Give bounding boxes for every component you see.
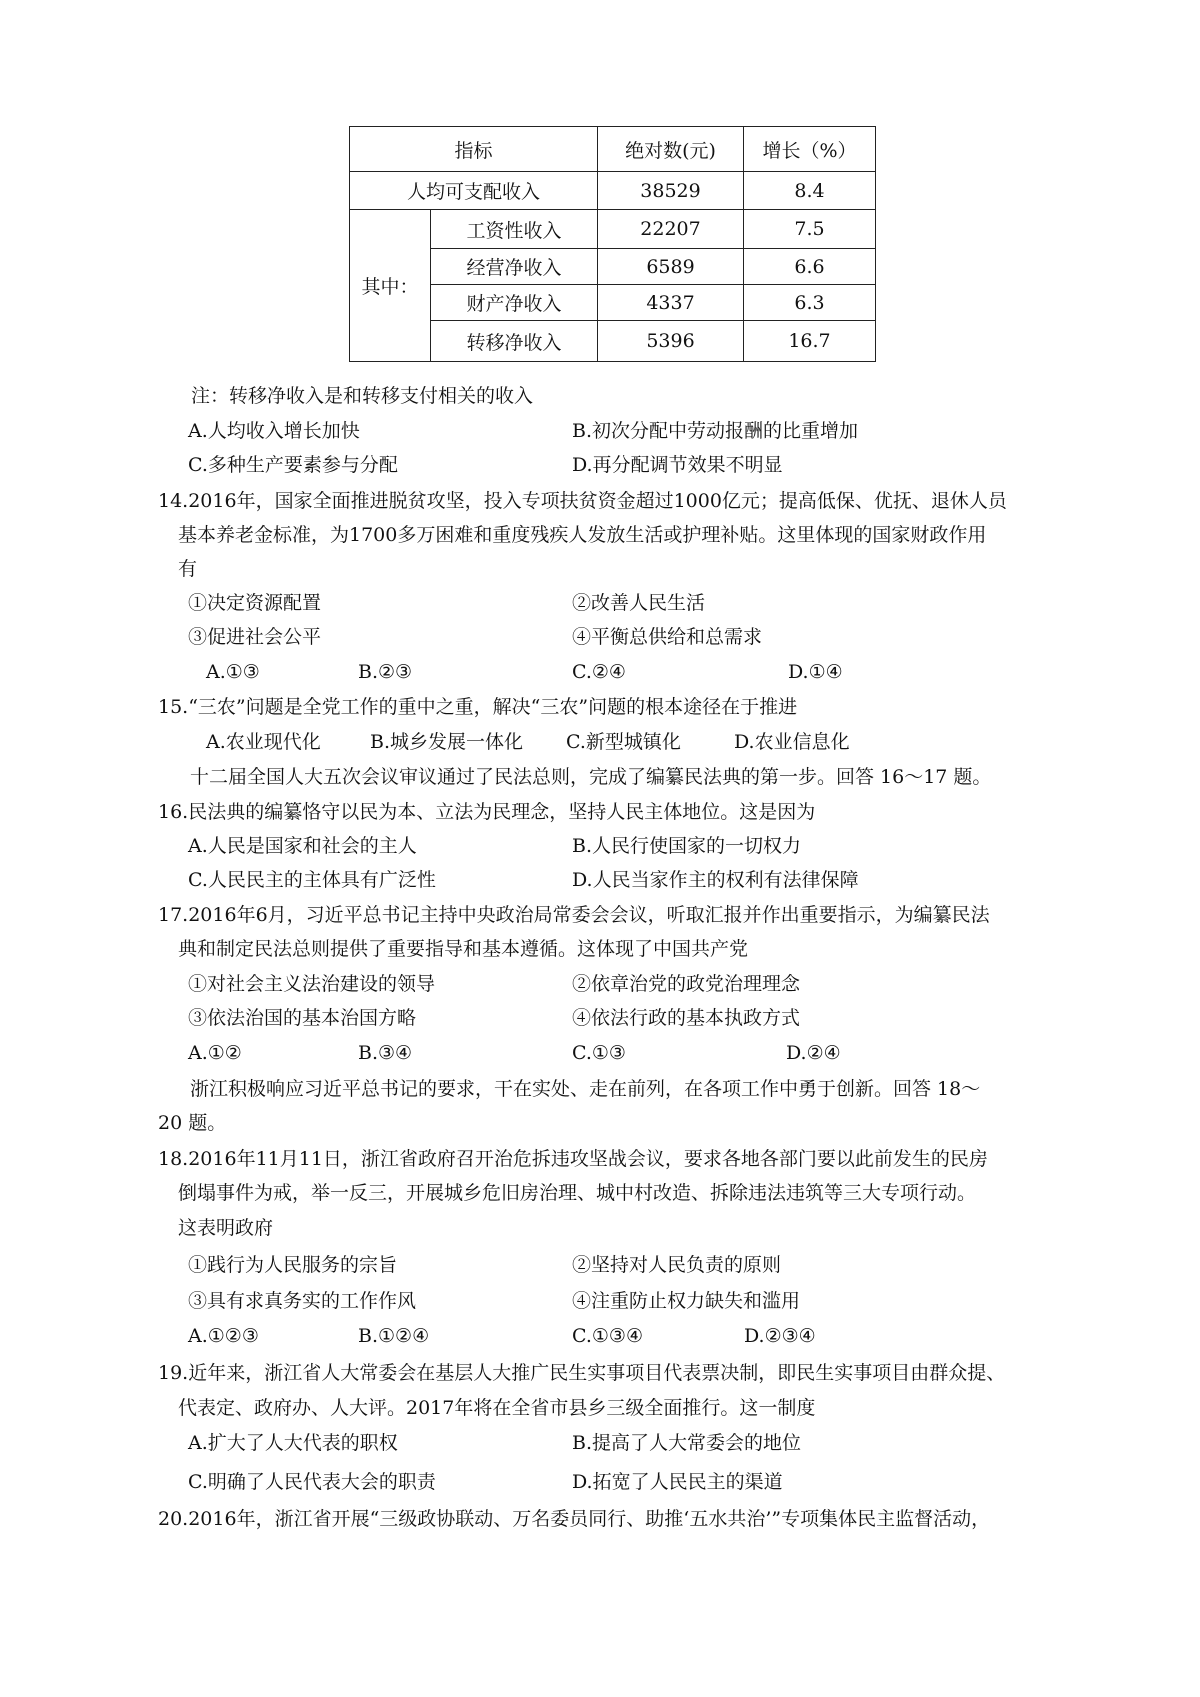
question-14-stem-cont: 有	[178, 558, 198, 580]
total-absolute: 38529	[598, 172, 744, 210]
option-a: A.①②	[188, 1042, 242, 1064]
header-absolute: 绝对数(元)	[598, 127, 744, 172]
table-row	[350, 210, 876, 249]
question-14-stem: 14.2016年，国家全面推进脱贫攻坚，投入专项扶贫资金超过1000亿元；提高低保、优抚、退休人员	[158, 490, 1007, 512]
option-b: B.③④	[358, 1042, 413, 1064]
question-17-stem-cont: 典和制定民法总则提供了重要指导和基本遵循。这体现了中国共产党	[178, 938, 749, 960]
table-note: 注：转移净收入是和转移支付相关的收入	[191, 385, 534, 407]
question-19-stem: 19.近年来，浙江省人大常委会在基层人大推广民生实事项目代表票决制，即民生实事项目由群众提、	[158, 1362, 1006, 1384]
option-d: D.②④	[786, 1042, 841, 1064]
header-growth: 增长（%）	[744, 127, 876, 172]
option-a: A.①③	[206, 661, 260, 683]
statement-3: ③依法治国的基本治国方略	[188, 1007, 417, 1029]
question-18-stem-cont: 这表明政府	[178, 1217, 274, 1239]
option-b: B.初次分配中劳动报酬的比重增加	[572, 420, 859, 442]
option-b: B.①②④	[358, 1325, 430, 1347]
option-c: C.新型城镇化	[566, 731, 681, 753]
option-b: B.人民行使国家的一切权力	[572, 835, 802, 857]
statement-1: ①践行为人民服务的宗旨	[188, 1254, 398, 1276]
option-d: D.①④	[788, 661, 843, 683]
option-c: C.人民民主的主体具有广泛性	[188, 869, 436, 891]
question-16-stem: 16.民法典的编纂恪守以民为本、立法为民理念，坚持人民主体地位。这是因为	[158, 801, 816, 823]
option-b: B.②③	[358, 661, 413, 683]
option-a: A.①②③	[188, 1325, 259, 1347]
option-a: A.人均收入增长加快	[188, 420, 360, 442]
question-14-stem-cont: 基本养老金标准，为1700多万困难和重度残疾人发放生活或护理补贴。这里体现的国家财政作用	[178, 524, 987, 546]
table-header-row	[350, 127, 876, 172]
total-label: 人均可支配收入	[350, 172, 598, 210]
option-a: A.人民是国家和社会的主人	[188, 835, 417, 857]
question-18-stem: 18.2016年11月11日，浙江省政府召开治危拆违攻坚战会议，要求各地各部门要以此前发生的民房	[158, 1148, 988, 1170]
statement-3: ③促进社会公平	[188, 626, 322, 648]
option-c: C.①③④	[572, 1325, 643, 1347]
table-row	[350, 172, 876, 210]
option-d: D.②③④	[744, 1325, 816, 1347]
option-c: C.明确了人民代表大会的职责	[188, 1471, 436, 1493]
option-c: C.①③	[572, 1042, 626, 1064]
option-d: D.农业信息化	[734, 731, 850, 753]
statement-4: ④注重防止权力缺失和滥用	[572, 1290, 801, 1312]
statement-4: ④平衡总供给和总需求	[572, 626, 763, 648]
row-label: 工资性收入	[431, 210, 598, 249]
material-intro-cont: 20 题。	[158, 1112, 227, 1134]
question-15-stem: 15.“三农”问题是全党工作的重中之重，解决“三农”问题的根本途径在于推进	[158, 696, 798, 718]
header-indicator: 指标	[350, 127, 598, 172]
statement-2: ②坚持对人民负责的原则	[572, 1254, 782, 1276]
statement-2: ②改善人民生活	[572, 592, 706, 614]
option-d: D.再分配调节效果不明显	[572, 454, 783, 476]
income-table	[349, 126, 876, 362]
group-label: 其中：	[350, 210, 431, 362]
statement-3: ③具有求真务实的工作作风	[188, 1290, 417, 1312]
question-17-stem: 17.2016年6月，习近平总书记主持中央政治局常委会会议，听取汇报并作出重要指示，为编纂民法	[158, 904, 990, 926]
row-growth: 7.5	[744, 210, 876, 249]
row-growth: 6.3	[744, 285, 876, 321]
statement-1: ①对社会主义法治建设的领导	[188, 973, 436, 995]
statement-4: ④依法行政的基本执政方式	[572, 1007, 801, 1029]
row-absolute: 4337	[598, 285, 744, 321]
statement-2: ②依章治党的政党治理理念	[572, 973, 801, 995]
total-growth: 8.4	[744, 172, 876, 210]
row-label: 转移净收入	[431, 321, 598, 362]
statement-1: ①决定资源配置	[188, 592, 322, 614]
row-growth: 6.6	[744, 249, 876, 285]
option-d: D.人民当家作主的权利有法律保障	[572, 869, 859, 891]
row-absolute: 22207	[598, 210, 744, 249]
row-absolute: 6589	[598, 249, 744, 285]
option-b: B.城乡发展一体化	[370, 731, 524, 753]
option-c: C.多种生产要素参与分配	[188, 454, 398, 476]
material-intro: 浙江积极响应习近平总书记的要求，干在实处、走在前列，在各项工作中勇于创新。回答 18～	[190, 1078, 981, 1100]
option-a: A.农业现代化	[206, 731, 321, 753]
option-d: D.拓宽了人民民主的渠道	[572, 1471, 783, 1493]
row-label: 财产净收入	[431, 285, 598, 321]
row-absolute: 5396	[598, 321, 744, 362]
option-c: C.②④	[572, 661, 626, 683]
option-b: B.提高了人大常委会的地位	[572, 1432, 802, 1454]
question-19-stem-cont: 代表定、政府办、人大评。2017年将在全省市县乡三级全面推行。这一制度	[178, 1397, 816, 1419]
material-intro: 十二届全国人大五次会议审议通过了民法总则，完成了编纂民法典的第一步。回答 16～17 题。	[190, 766, 992, 788]
question-18-stem-cont: 倒塌事件为戒，举一反三，开展城乡危旧房治理、城中村改造、拆除违法违筑等三大专项行动。	[178, 1182, 977, 1204]
row-label: 经营净收入	[431, 249, 598, 285]
row-growth: 16.7	[744, 321, 876, 362]
option-a: A.扩大了人大代表的职权	[188, 1432, 398, 1454]
question-20-stem: 20.2016年，浙江省开展“三级政协联动、万名委员同行、助推‘五水共治’”专项集体民主监督活动，	[158, 1508, 991, 1530]
